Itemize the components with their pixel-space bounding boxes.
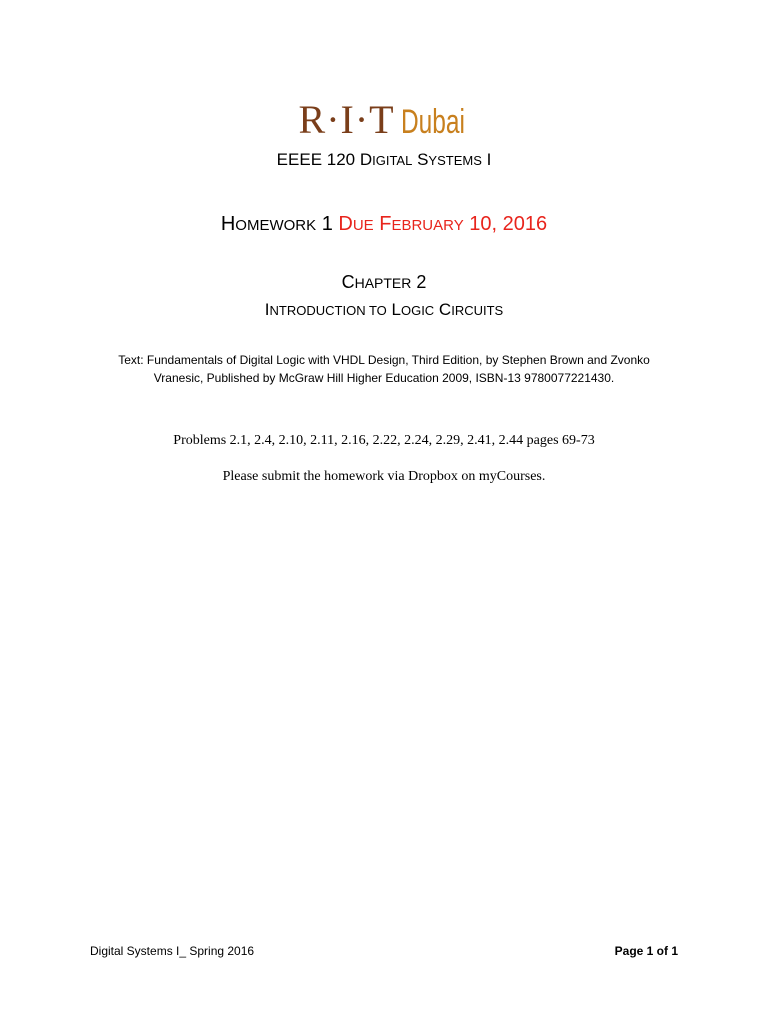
homework-heading: HOMEWORK 1 DUE FEBRUARY 10, 2016 [220,213,548,235]
submission-instructions: Please submit the homework via Dropbox on myCourses. [222,469,546,484]
chapter-topic: INTRODUCTION TO LOGIC CIRCUITS [264,300,504,319]
textbook-reference: Text: Fundamentals of Digital Logic with VHDL Design, Third Edition, by Stephen Brown and Zvonko Vranesic, Published by McGraw Hill Higher Education 2009, ISBN-13 9780077221430. [118,353,650,385]
rit-dubai-logo [0,97,768,142]
footer-page-number: Page 1 of 1 [614,944,678,958]
logo-dubai-text: Dubai [400,103,465,141]
footer-course: Digital Systems I_ Spring 2016 [90,944,255,958]
course-title: EEEE 120 DIGITAL SYSTEMS I [276,150,492,169]
chapter-heading: CHAPTER 2 [341,272,427,292]
problems-list: Problems 2.1, 2.4, 2.10, 2.11, 2.16, 2.22, 2.24, 2.29, 2.41, 2.44 pages 69-73 [173,433,595,448]
logo-rit-text: R·I·T [298,97,395,142]
due-date: DUE FEBRUARY 10, 2016 [338,213,548,235]
